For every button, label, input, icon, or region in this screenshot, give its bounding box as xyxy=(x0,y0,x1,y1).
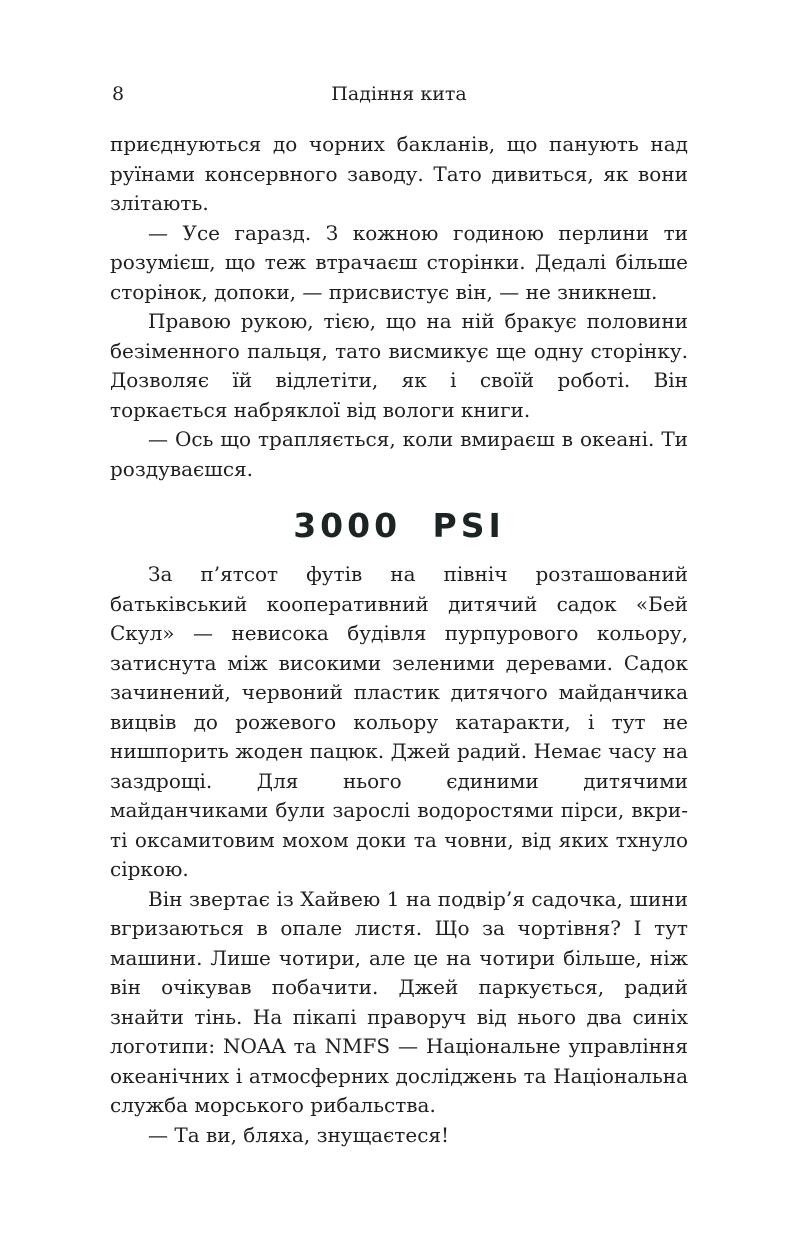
paragraph: — Усе гаразд. З кожною годиною перлини ти розумієш, що теж втрачаєш сторінки. Дедалі більше сторінок, допоки, — присвистує він, — не зникнеш. xyxy=(110,220,688,304)
paragraph: — Та ви, бляха, знущаєтеся! xyxy=(148,1122,450,1147)
paragraph: Він звертає із Хайвею 1 на подвір’я садочка, шини вгризаються в опале листя. Що за чортівня? І тут машини. Лише чотири, але це на чотири більше, ніж він очікував побачити. Джей паркується, радий знайти тінь. На пікапі праворуч від нього два синіх логотипи: NOAA та NMFS — Національне управління океанічних і атмосферних досліджень та Національна служба морського рибальства. xyxy=(110,886,688,1117)
running-title: Падіння кита xyxy=(331,83,467,105)
page-number: 8 xyxy=(112,83,125,105)
paragraph: Правою рукою, тією, що на ній бракує половини безіменного пальця, тато висмикує ще одну сторінку. Дозволяє їй відлетіти, як і своїй роботі. Він торкається набряклої від вологи книги. xyxy=(110,309,688,422)
paragraph: — Ось що трапляється, коли вмираєш в океані. Ти роздуваєшся. xyxy=(110,427,688,481)
page-header xyxy=(110,82,688,106)
page-body xyxy=(110,130,688,1150)
paragraph: приєднуються до чорних бакланів, що панують над руїнами консервного заводу. Тато дивиться, як вони злітають. xyxy=(110,132,688,215)
section-heading: 3000 PSI xyxy=(293,506,505,545)
paragraph: За п’ятсот футів на північ розташований батьківський кооперативний дитячий садок «Бей Скул» — невисока будівля пурпурового кольору, затиснута між високими зеленими деревами. Садок зачинений, червоний пластик дитячого майданчика вицвів до рожевого кольору катаракти, і тут не нишпорить жоден пацюк. Джей радий. Немає часу на заздрощі. Для нього єдиними дитячими майданчиками були зарослі водоростями пірси, вкриті оксамитовим мохом доки та човни, від яких тхнуло сіркою. xyxy=(110,562,688,881)
